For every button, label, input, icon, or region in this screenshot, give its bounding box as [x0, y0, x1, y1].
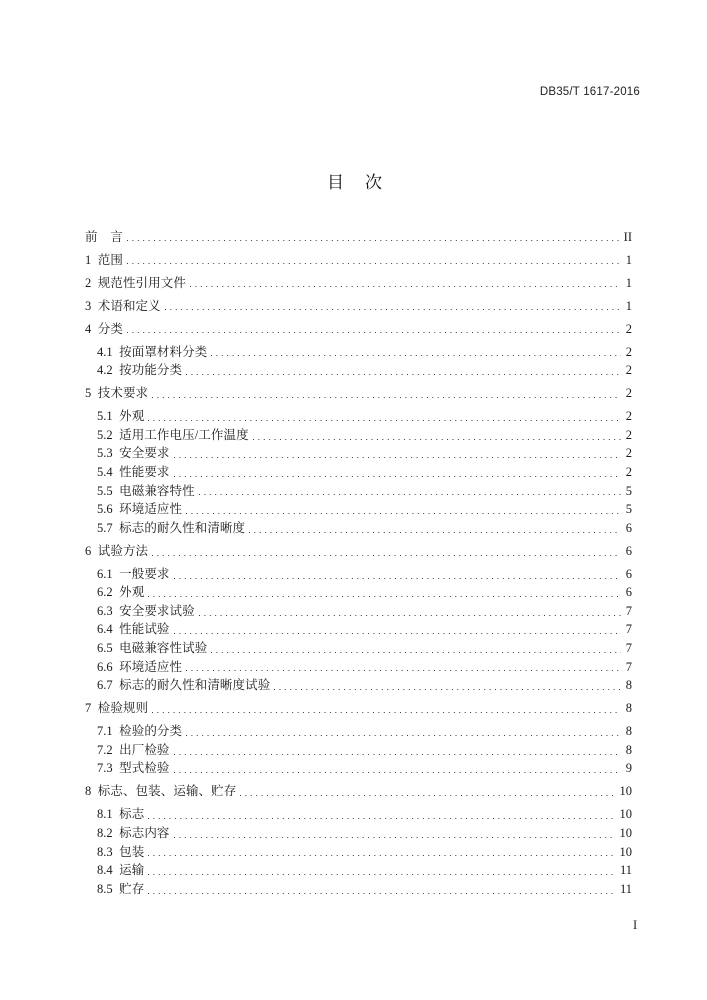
toc-entry-7-3[interactable] [85, 759, 632, 778]
toc-entry-number: 3 [85, 298, 92, 313]
toc-entry-number: 5.7 [97, 520, 113, 535]
toc-page-number: 2 [625, 321, 632, 336]
toc-page-number: 10 [619, 807, 632, 822]
dot-leader [148, 843, 614, 862]
dot-leader [127, 228, 619, 247]
dot-leader [152, 542, 621, 561]
toc-entry-title: 外观 [119, 409, 145, 424]
toc-entry-number: 6 [85, 543, 92, 558]
toc-page-number: 11 [619, 863, 632, 878]
toc-entry-number: 6.6 [97, 659, 113, 674]
toc-entry-title: 适用工作电压/工作温度 [119, 427, 249, 442]
dot-leader [249, 519, 621, 538]
dot-leader [190, 274, 621, 293]
toc-entry-6-4[interactable] [85, 620, 632, 639]
toc-page-number: 2 [625, 386, 632, 401]
toc-entry-number: 5.3 [97, 446, 113, 461]
toc-entry-number: 4.1 [97, 344, 113, 359]
dot-leader [148, 880, 615, 899]
toc-entry-number: 7.2 [97, 742, 113, 757]
dot-leader [186, 722, 621, 741]
toc-entry-number: 8.5 [97, 881, 113, 896]
page-title: 目 次 [327, 173, 384, 192]
toc-page-number: 6 [625, 585, 632, 600]
toc-page-number: 2 [625, 427, 632, 442]
standard-code: DB35/T 1617-2016 [539, 86, 640, 98]
toc-page-number: 1 [625, 298, 632, 313]
toc-entry-8-3[interactable] [85, 843, 632, 862]
toc-entry-number: 5.1 [97, 409, 113, 424]
dot-leader [174, 620, 621, 639]
toc-entry-number: 8.4 [97, 863, 113, 878]
toc-entry-title: 性能要求 [119, 464, 170, 479]
toc-page-number: 7 [625, 603, 632, 618]
toc-entry-number: 6.2 [97, 585, 113, 600]
toc-entry-8-1[interactable] [85, 805, 632, 824]
toc-entry-title: 检验规则 [97, 701, 149, 716]
toc-entry-6-6[interactable] [85, 658, 632, 677]
toc-entry-number: 8 [85, 784, 92, 799]
toc-page-number: 10 [619, 784, 632, 799]
toc-page-number: 6 [625, 543, 632, 558]
toc-entry-6-5[interactable] [85, 639, 632, 658]
dot-leader [199, 602, 621, 621]
toc-entry-title: 一般要求 [119, 566, 170, 581]
toc-entry-7[interactable] [85, 695, 632, 718]
dot-leader [127, 320, 621, 339]
toc-entry-title: 术语和定义 [97, 298, 161, 313]
toc-entry-title: 范围 [97, 252, 123, 267]
dot-leader [174, 463, 621, 482]
toc-page-number: 1 [625, 275, 632, 290]
toc-entry-number: 8.1 [97, 807, 113, 822]
toc-page-number: 8 [625, 678, 632, 693]
dot-leader [186, 658, 621, 677]
dot-leader [165, 297, 621, 316]
dot-leader [174, 565, 621, 584]
toc-entry-number: 4 [85, 321, 92, 336]
toc-entry-8-4[interactable] [85, 861, 632, 880]
toc-entry-7-2[interactable] [85, 741, 632, 760]
toc-entry-number: 7.1 [97, 724, 113, 739]
toc-entry-title: 分类 [97, 321, 123, 336]
toc-entry-title: 型式检验 [119, 761, 170, 776]
dot-leader [174, 444, 621, 463]
toc-entry-number: 6.7 [97, 678, 113, 693]
toc-entry-number: 8.3 [97, 844, 113, 859]
toc-entry-number: 8.2 [97, 825, 113, 840]
toc-entry-number: 5.4 [97, 464, 113, 479]
toc-entry-8-2[interactable] [85, 824, 632, 843]
toc-page-number: 6 [625, 520, 632, 535]
toc-entry-number: 7.3 [97, 761, 113, 776]
toc-entry-title: 环境适应性 [119, 502, 183, 517]
dot-leader [174, 741, 621, 760]
toc-entry-title: 标志内容 [119, 825, 170, 840]
toc-subsection-list [85, 801, 632, 898]
toc-entry-6-7[interactable] [85, 676, 632, 695]
page-number-footer: I [633, 918, 638, 932]
toc-entry-title: 包装 [119, 844, 145, 859]
toc-entry-number: 1 [85, 252, 92, 267]
toc-entry-number: 6.1 [97, 566, 113, 581]
toc-entry-title: 按面罩材料分类 [119, 344, 208, 359]
dot-leader [148, 861, 615, 880]
toc-entry-title: 贮存 [119, 881, 145, 896]
table-of-contents [85, 223, 632, 898]
toc-entry-2[interactable] [85, 269, 632, 292]
toc-entry-8-5[interactable] [85, 880, 632, 899]
toc-page-number: 2 [625, 464, 632, 479]
toc-entry-5-3[interactable] [85, 444, 632, 463]
toc-entry-number: 7 [85, 701, 92, 716]
toc-entry-number: 6.4 [97, 622, 113, 637]
dot-leader [186, 500, 621, 519]
toc-entry-title: 前 言 [85, 229, 123, 244]
toc-page-number: 2 [625, 409, 632, 424]
dot-leader [199, 482, 621, 501]
dot-leader [211, 639, 620, 658]
toc-page-number: 8 [625, 724, 632, 739]
toc-entry-title: 安全要求 [119, 446, 170, 461]
toc-entry-5-2[interactable] [85, 426, 632, 445]
toc-entry-title: 试验方法 [97, 543, 149, 558]
toc-entry-title: 技术要求 [97, 386, 149, 401]
dot-leader [174, 824, 615, 843]
toc-page-number: II [623, 229, 632, 244]
toc-entry-number: 5.5 [97, 483, 113, 498]
toc-entry-title: 电磁兼容特性 [119, 483, 195, 498]
toc-subsection-list [85, 403, 632, 538]
toc-entry-title: 外观 [119, 585, 145, 600]
toc-entry-number: 5.6 [97, 502, 113, 517]
toc-entry-number: 2 [85, 275, 92, 290]
toc-entry-title: 按功能分类 [119, 363, 183, 378]
toc-entry-5-7[interactable] [85, 519, 632, 538]
dot-leader [152, 384, 621, 403]
toc-entry-title: 标志 [119, 807, 145, 822]
toc-page-number: 7 [625, 659, 632, 674]
toc-entry-number: 5.2 [97, 427, 113, 442]
toc-page-number: 1 [625, 252, 632, 267]
toc-entry-foreword[interactable] [85, 223, 632, 246]
toc-entry-title: 运输 [119, 863, 145, 878]
toc-entry-title: 标志的耐久性和清晰度 [119, 520, 246, 535]
toc-page-number: 9 [625, 761, 632, 776]
toc-entry-title: 出厂检验 [119, 742, 170, 757]
toc-entry-title: 安全要求试验 [119, 603, 195, 618]
toc-entry-title: 电磁兼容性试验 [119, 641, 208, 656]
dot-leader [148, 805, 614, 824]
toc-entry-6-3[interactable] [85, 602, 632, 621]
toc-entry-1[interactable] [85, 246, 632, 269]
toc-page-number: 5 [625, 502, 632, 517]
toc-page-number: 2 [625, 363, 632, 378]
toc-page-number: 8 [625, 701, 632, 716]
toc-entry-title: 性能试验 [119, 622, 170, 637]
toc-subsection-list [85, 560, 632, 695]
dot-leader [174, 759, 621, 778]
dot-leader [253, 426, 621, 445]
toc-entry-number: 4.2 [97, 363, 113, 378]
toc-entry-number: 6.5 [97, 641, 113, 656]
toc-entry-5-6[interactable] [85, 500, 632, 519]
toc-entry-4-1[interactable] [85, 343, 632, 362]
dot-leader [186, 361, 621, 380]
toc-entry-3[interactable] [85, 292, 632, 315]
toc-page-number: 10 [619, 844, 632, 859]
toc-entry-7-1[interactable] [85, 722, 632, 741]
toc-entry-5[interactable] [85, 380, 632, 403]
dot-leader [274, 676, 620, 695]
toc-subsection-list [85, 718, 632, 778]
toc-entry-5-1[interactable] [85, 407, 632, 426]
toc-entry-5-4[interactable] [85, 463, 632, 482]
toc-page-number: 7 [625, 641, 632, 656]
toc-entry-number: 5 [85, 386, 92, 401]
toc-entry-title: 环境适应性 [119, 659, 183, 674]
dot-leader [211, 343, 620, 362]
toc-entry-6[interactable] [85, 537, 632, 560]
toc-entry-6-1[interactable] [85, 565, 632, 584]
dot-leader [148, 583, 620, 602]
toc-entry-title: 标志、包装、运输、贮存 [97, 784, 237, 799]
toc-entry-title: 标志的耐久性和清晰度试验 [119, 678, 271, 693]
toc-entry-number: 6.3 [97, 603, 113, 618]
toc-page-number: 8 [625, 742, 632, 757]
toc-page-number: 6 [625, 566, 632, 581]
toc-entry-5-5[interactable] [85, 482, 632, 501]
toc-page-number: 5 [625, 483, 632, 498]
toc-entry-title: 检验的分类 [119, 724, 183, 739]
toc-entry-8[interactable] [85, 778, 632, 801]
toc-page-number: 2 [625, 344, 632, 359]
toc-page-number: 11 [619, 881, 632, 896]
toc-entry-4-2[interactable] [85, 361, 632, 380]
dot-leader [148, 407, 620, 426]
toc-page-number: 10 [619, 825, 632, 840]
dot-leader [127, 251, 621, 270]
toc-entry-4[interactable] [85, 315, 632, 338]
toc-entry-6-2[interactable] [85, 583, 632, 602]
dot-leader [152, 699, 621, 718]
toc-page-number: 2 [625, 446, 632, 461]
dot-leader [240, 782, 614, 801]
toc-entry-title: 规范性引用文件 [97, 275, 186, 290]
toc-page-number: 7 [625, 622, 632, 637]
toc-subsection-list [85, 338, 632, 380]
